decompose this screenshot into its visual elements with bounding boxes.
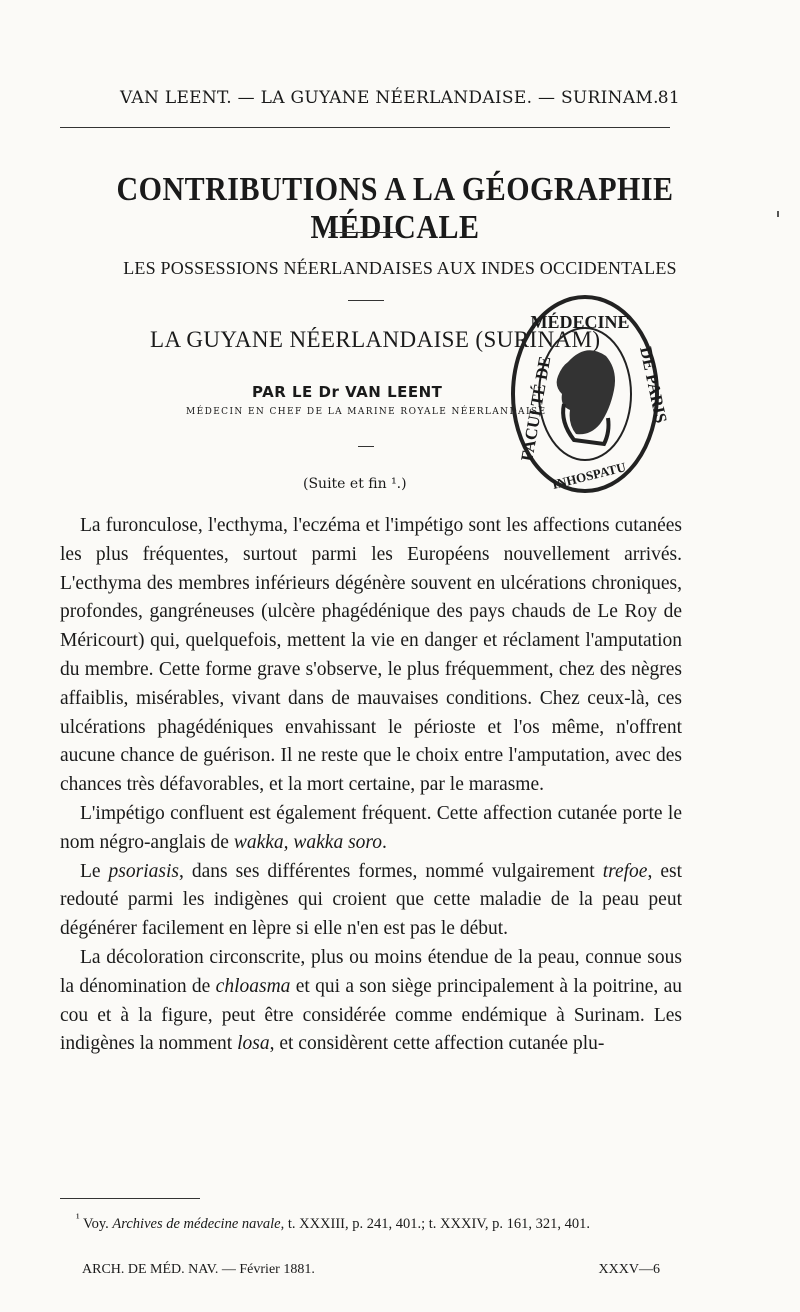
- author-line: [252, 383, 442, 401]
- signature-left: ARCH. DE MÉD. NAV. — Février 1881.: [82, 1262, 315, 1277]
- margin-mark: [777, 211, 779, 217]
- author-name: PAR LE Dr VAN LEENT: [252, 383, 443, 401]
- author-role: MÉDECIN EN CHEF DE LA MARINE ROYALE NÉERLANDAISE: [186, 407, 547, 417]
- paragraph-text: et qui a son siège principalement à la poitrine, au cou et à la figure, peut être considérée comme endémique à Surinam. Les indigènes la nomment: [60, 975, 682, 1055]
- stamp-text-bottom: INHOSPATU: [550, 459, 628, 493]
- article-title: CONTRIBUTIONS A LA GÉOGRAPHIE MÉDICALE: [116, 170, 674, 246]
- continuation-note: (Suite et fin ¹.): [303, 476, 407, 492]
- paragraph-text: , et considèrent cette affection cutanée plu-: [269, 1033, 605, 1055]
- footnote-journal: Archives de médecine navale: [112, 1215, 281, 1232]
- italic-term: wakka, wakka soro: [233, 831, 383, 853]
- paragraph: [60, 944, 682, 1059]
- paragraph-text: L'impétigo confluent est également fréquent. Cette affection cutanée porte le nom négro-anglais de: [60, 802, 682, 853]
- subtitle-rule: [348, 300, 384, 301]
- article-body: [60, 512, 682, 1059]
- stamp-text-top: MÉDECINE: [530, 312, 630, 332]
- footnote-text: Voy.: [79, 1215, 113, 1232]
- italic-term: losa: [237, 1033, 270, 1055]
- paragraph-text: , est redouté parmi les indigènes qui croient que cette maladie de la peau peut dégénérer facilement en lèpre si elle n'en est pas le début.: [60, 860, 682, 940]
- paragraph-text: Le: [80, 860, 109, 882]
- footnote-text: , t. XXXIII, p. 241, 401.; t. XXXIV, p. 161, 321, 401.: [280, 1215, 591, 1232]
- signature-right: XXXV—6: [598, 1262, 660, 1277]
- italic-term: trefoe: [602, 860, 648, 882]
- footnote: [60, 1208, 680, 1234]
- running-title: VAN LEENT. — LA GUYANE NÉERLANDAISE. — SURINAM.: [120, 88, 659, 108]
- section-title: LA GUYANE NÉERLANDAISE (SURINAM): [150, 327, 601, 352]
- header-rule: [60, 127, 670, 128]
- italic-term: psoriasis: [108, 860, 179, 882]
- footnote-rule: [60, 1198, 200, 1199]
- stamp-text-left: FACULTÉ DE: [517, 354, 555, 463]
- italic-term: chloasma: [215, 975, 291, 997]
- page-number: 81: [657, 88, 680, 108]
- library-stamp: [508, 292, 671, 496]
- paragraph: [60, 512, 682, 800]
- paragraph: [60, 858, 682, 944]
- article-subtitle: LES POSSESSIONS NÉERLANDAISES AUX INDES OCCIDENTALES: [123, 258, 677, 278]
- author-rule: [358, 446, 374, 447]
- title-rule: [329, 232, 399, 233]
- paragraph-text: .: [382, 831, 387, 853]
- paragraph: [60, 800, 682, 858]
- paragraph-text: , dans ses différentes formes, nommé vulgairement: [179, 860, 603, 882]
- stamp-text-right: DE PARIS: [636, 344, 671, 425]
- paragraph-text: La furonculose, l'ecthyma, l'eczéma et l'impétigo sont les affections cutanées les plus fréquentes, surtout parmi les Européens nouvellement arrivés. L'ecthyma des membres inférieurs dégénère souvent en ulcérations chroniques, profondes, gangréneuses (ulcère phagédénique des pays chauds de Le Roy de Méricourt) qui, quelquefois, mettent la vie en danger et réclament l'amputation du membre. Cette forme grave s'observe, le plus fréquemment, chez des nègres affaiblis, misérables, vivant dans de mauvaises conditions. Chez ceux-là, ces ulcérations phagédéniques envahissant le périoste et l'os même, n'offrent aucune chance de guérison. Il ne reste que le choix entre l'amputation, avec des chances très défavorables, et la mort certaine, par le marasme.: [60, 515, 682, 796]
- footnote-marker: ¹: [76, 1211, 80, 1225]
- paragraph-text: La décoloration circonscrite, plus ou moins étendue de la peau, connue sous la dénomination de: [60, 946, 682, 997]
